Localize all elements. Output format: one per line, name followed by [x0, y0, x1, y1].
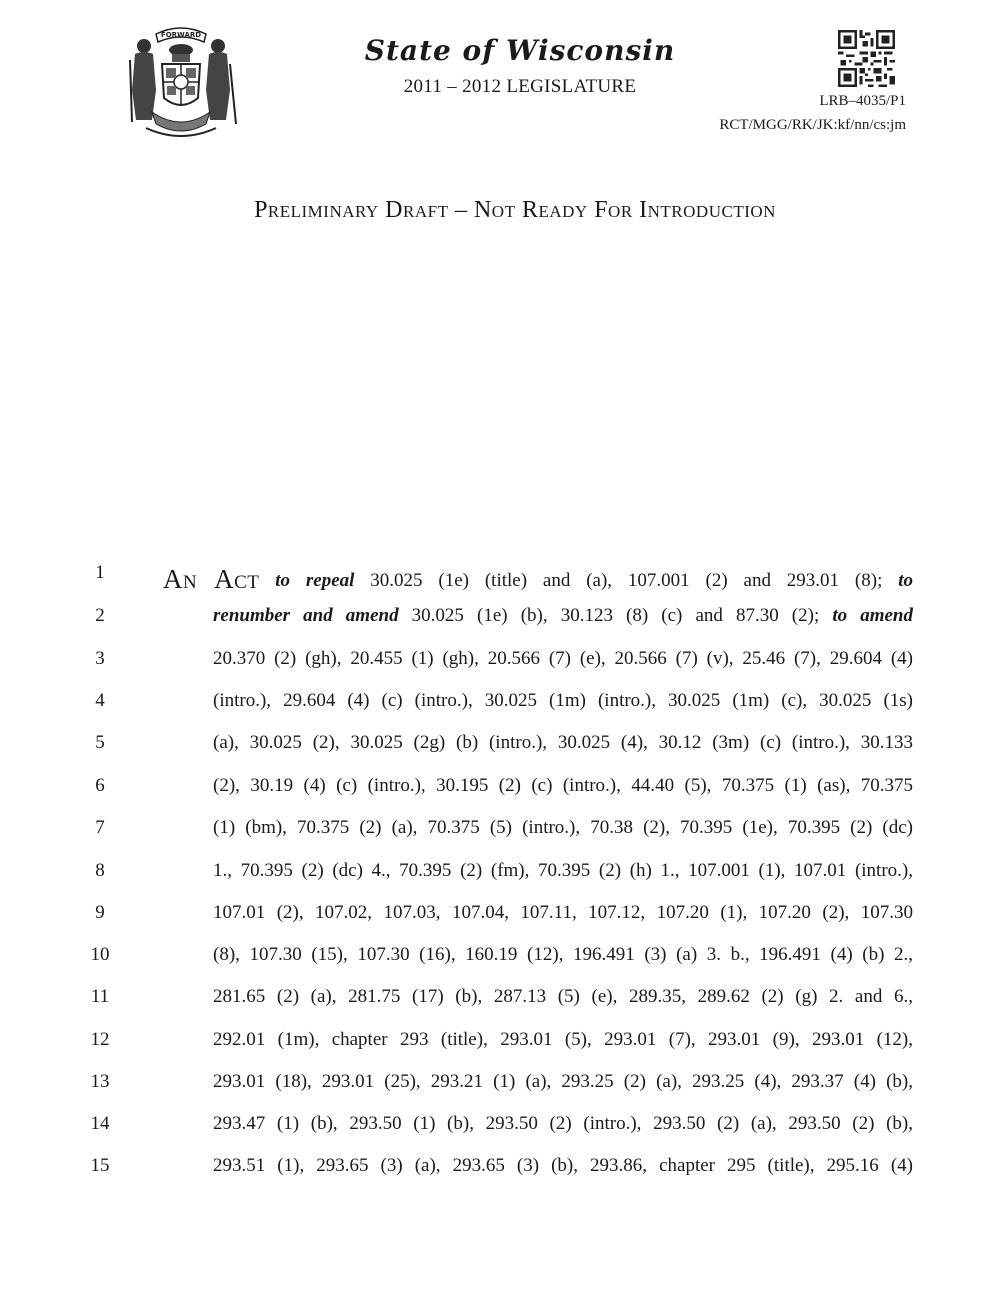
line-text: 292.01 (1m), chapter 293 (title), 293.01 (5), 293.01 (7), 293.01 (9), 293.01 (12),	[213, 1029, 913, 1050]
draft-status-title: Preliminary Draft – Not Ready For Introduction	[254, 197, 776, 223]
line-number: 12	[90, 1029, 110, 1050]
bill-line	[0, 986, 1000, 1016]
bill-line	[0, 732, 1000, 762]
seal-motto-text: FORWARD	[160, 31, 202, 39]
line-number: 11	[90, 986, 110, 1007]
action-keyword: to	[898, 570, 913, 591]
line-text: (2), 30.19 (4) (c) (intro.), 30.195 (2) (c) (intro.), 44.40 (5), 70.375 (1) (as), 70.375	[213, 775, 913, 796]
bill-line	[0, 605, 1000, 635]
bill-line	[0, 1113, 1000, 1143]
bill-line	[0, 902, 1000, 932]
bill-line	[0, 690, 1000, 720]
bill-line	[0, 817, 1000, 847]
line-text: (1) (bm), 70.375 (2) (a), 70.375 (5) (intro.), 70.38 (2), 70.395 (1e), 70.395 (2) (dc)	[213, 817, 913, 838]
action-keyword: to repeal	[275, 570, 355, 591]
bill-line	[0, 1071, 1000, 1101]
line-text: 20.370 (2) (gh), 20.455 (1) (gh), 20.566 (7) (e), 20.566 (7) (v), 25.46 (7), 29.604 (4)	[213, 648, 913, 669]
line-number: 9	[95, 902, 105, 923]
line-text	[213, 605, 913, 627]
line-number: 15	[90, 1155, 110, 1176]
line-number: 4	[95, 690, 105, 711]
line-text: 293.51 (1), 293.65 (3) (a), 293.65 (3) (b), 293.86, chapter 295 (title), 295.16 (4)	[213, 1155, 913, 1176]
act-heading: An Act	[163, 564, 260, 594]
line-number: 1	[95, 562, 105, 583]
barcode-icon	[838, 30, 895, 87]
wisconsin-state-seal	[122, 20, 240, 142]
line-number: 2	[95, 605, 105, 626]
line-text: 107.01 (2), 107.02, 107.03, 107.04, 107.11, 107.12, 107.20 (1), 107.20 (2), 107.30	[213, 902, 913, 923]
line-text: 293.01 (18), 293.01 (25), 293.21 (1) (a), 293.25 (2) (a), 293.25 (4), 293.37 (4) (b),	[213, 1071, 913, 1092]
action-keyword: renumber and amend	[213, 605, 399, 626]
line-text	[163, 562, 913, 593]
line-text: 1., 70.395 (2) (dc) 4., 70.395 (2) (fm), 70.395 (2) (h) 1., 107.001 (1), 107.01 (intro.),	[213, 860, 913, 881]
statute-refs: 30.025 (1e) (b), 30.123 (8) (c) and 87.30 (2);	[398, 605, 833, 626]
line-text: (intro.), 29.604 (4) (c) (intro.), 30.025 (1m) (intro.), 30.025 (1m) (c), 30.025 (1s)	[213, 690, 913, 711]
bill-line	[0, 562, 1000, 592]
line-number: 8	[95, 860, 105, 881]
state-title: State of Wisconsin	[364, 34, 676, 67]
legislature-session: 2011 – 2012 LEGISLATURE	[403, 76, 637, 97]
bill-line	[0, 1155, 1000, 1185]
bill-line	[0, 648, 1000, 678]
bill-line	[0, 775, 1000, 805]
line-text: 293.47 (1) (b), 293.50 (1) (b), 293.50 (2) (intro.), 293.50 (2) (a), 293.50 (2) (b),	[213, 1113, 913, 1134]
action-keyword: to amend	[832, 605, 913, 626]
line-number: 3	[95, 648, 105, 669]
bill-line	[0, 1029, 1000, 1059]
document-number: LRB–4035/P1	[819, 93, 906, 109]
statute-refs: 30.025 (1e) (title) and (a), 107.001 (2) and 293.01 (8);	[354, 570, 899, 591]
bill-line	[0, 944, 1000, 974]
line-text: 281.65 (2) (a), 281.75 (17) (b), 287.13 (5) (e), 289.35, 289.62 (2) (g) 2. and 6.,	[213, 986, 913, 1007]
line-number: 10	[90, 944, 110, 965]
line-number: 13	[90, 1071, 110, 1092]
line-number: 7	[95, 817, 105, 838]
typist-codes: RCT/MGG/RK/JK:kf/nn/cs:jm	[719, 117, 906, 133]
line-number: 5	[95, 732, 105, 753]
bill-line	[0, 860, 1000, 890]
line-text: (a), 30.025 (2), 30.025 (2g) (b) (intro.), 30.025 (4), 30.12 (3m) (c) (intro.), 30.133	[213, 732, 913, 753]
line-number: 6	[95, 775, 105, 796]
line-text: (8), 107.30 (15), 107.30 (16), 160.19 (12), 196.491 (3) (a) 3. b., 196.491 (4) (b) 2.,	[213, 944, 913, 965]
line-number: 14	[90, 1113, 110, 1134]
